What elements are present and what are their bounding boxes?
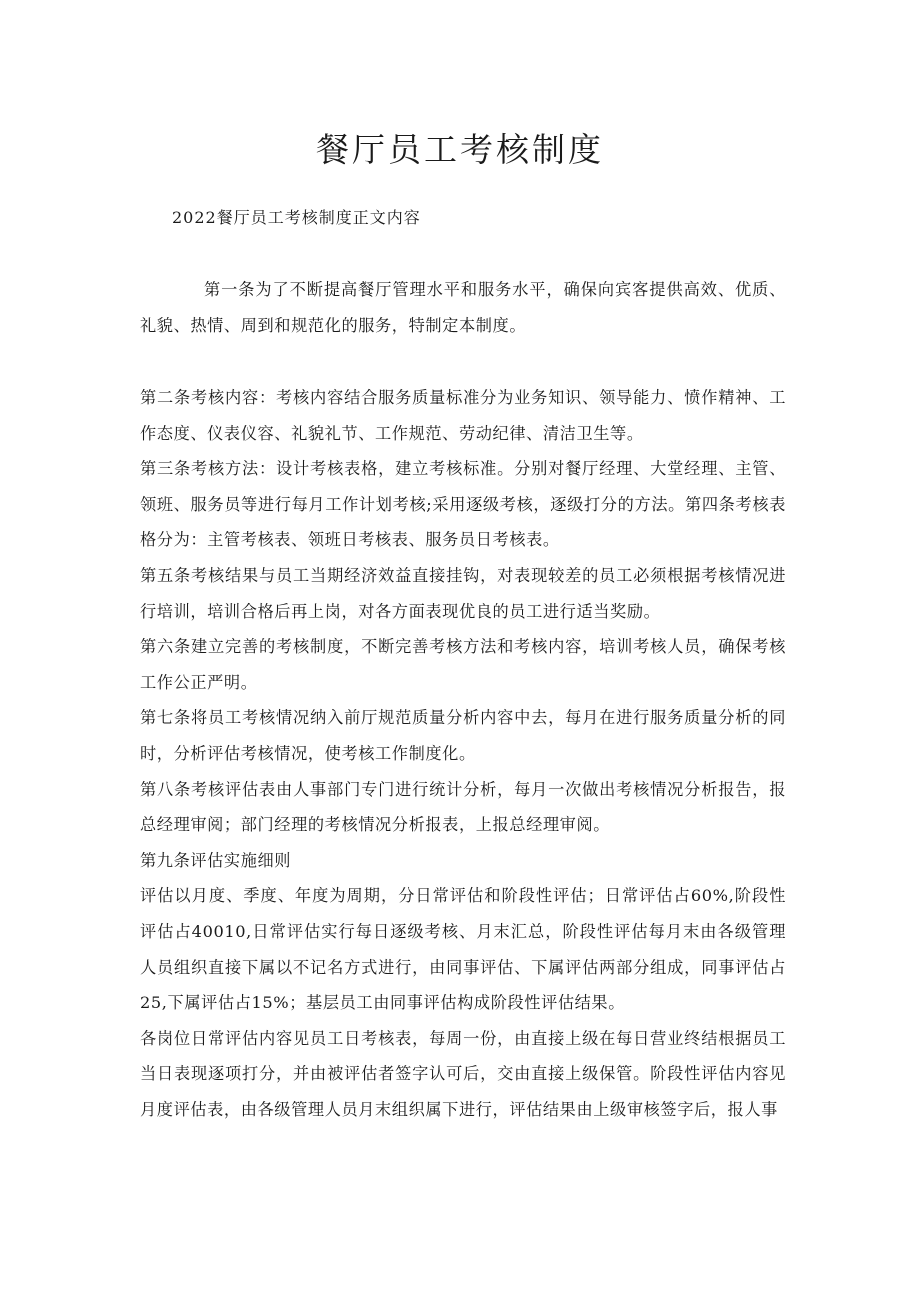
article-5-paragraph: 第五条考核结果与员工当期经济效益直接挂钩，对表现较差的员工必须根据考核情况进行培训，培训合格后再上岗，对各方面表现优良的员工进行适当奖励。 — [140, 565, 786, 621]
article-9-heading: 第九条评估实施细则 — [140, 850, 292, 870]
document-subtitle: 2022餐厅员工考核制度正文内容 — [172, 208, 421, 227]
article-6-paragraph: 第六条建立完善的考核制度，不断完善考核方法和考核内容，培训考核人员，确保考核工作公正严明。 — [140, 637, 786, 692]
article-7-paragraph: 第七条将员工考核情况纳入前厅规范质量分析内容中去，每月在进行服务质量分析的同时，分析评估考核情况，使考核工作制度化。 — [140, 708, 786, 763]
article-3-paragraph: 第三条考核方法：设计考核表格，建立考核标准。分别对餐厅经理、大堂经理、主管、领班、服务员等进行每月工作计划考核;采用逐级考核，逐级打分的方法。第四条考核表格分为：主管考核表、领班日考核表、服务员日考核表。 — [140, 459, 786, 550]
articles-body — [140, 380, 786, 1127]
article-8-paragraph: 第八条考核评估表由人事部门专门进行统计分析，每月一次做出考核情况分析报告，报总经理审阅；部门经理的考核情况分析报表，上报总经理审阅。 — [140, 779, 786, 835]
document-title: 餐厅员工考核制度 — [316, 130, 604, 169]
evaluation-cycle-paragraph: 评估以月度、季度、年度为周期，分日常评估和阶段性评估；日常评估占60%,阶段性评估占40010,日常评估实行每日逐级考核、月末汇总，阶段性评估每月末由各级管理人员组织直接下属以不记名方式进行，由同事评估、下属评估两部分组成，同事评估占25,下属评估占15%；基层员工由同事评估构成阶段性评估结果。 — [140, 886, 786, 1013]
daily-evaluation-paragraph: 各岗位日常评估内容见员工日考核表，每周一份，由直接上级在每日营业终结根据员工当日表现逐项打分，并由被评估者签字认可后，交由直接上级保管。阶段性评估内容见月度评估表，由各级管理人员月末组织属下进行，评估结果由上级审核签字后，报人事 — [140, 1028, 786, 1119]
article-2-paragraph: 第二条考核内容：考核内容结合服务质量标准分为业务知识、领导能力、愤作精神、工作态度、仪表仪容、礼貌礼节、工作规范、劳动纪律、清洁卫生等。 — [140, 388, 786, 443]
article-1-paragraph: 第一条为了不断提高餐厅管理水平和服务水平，确保向宾客提供高效、优质、礼貌、热情、周到和规范化的服务，特制定本制度。 — [140, 280, 786, 335]
